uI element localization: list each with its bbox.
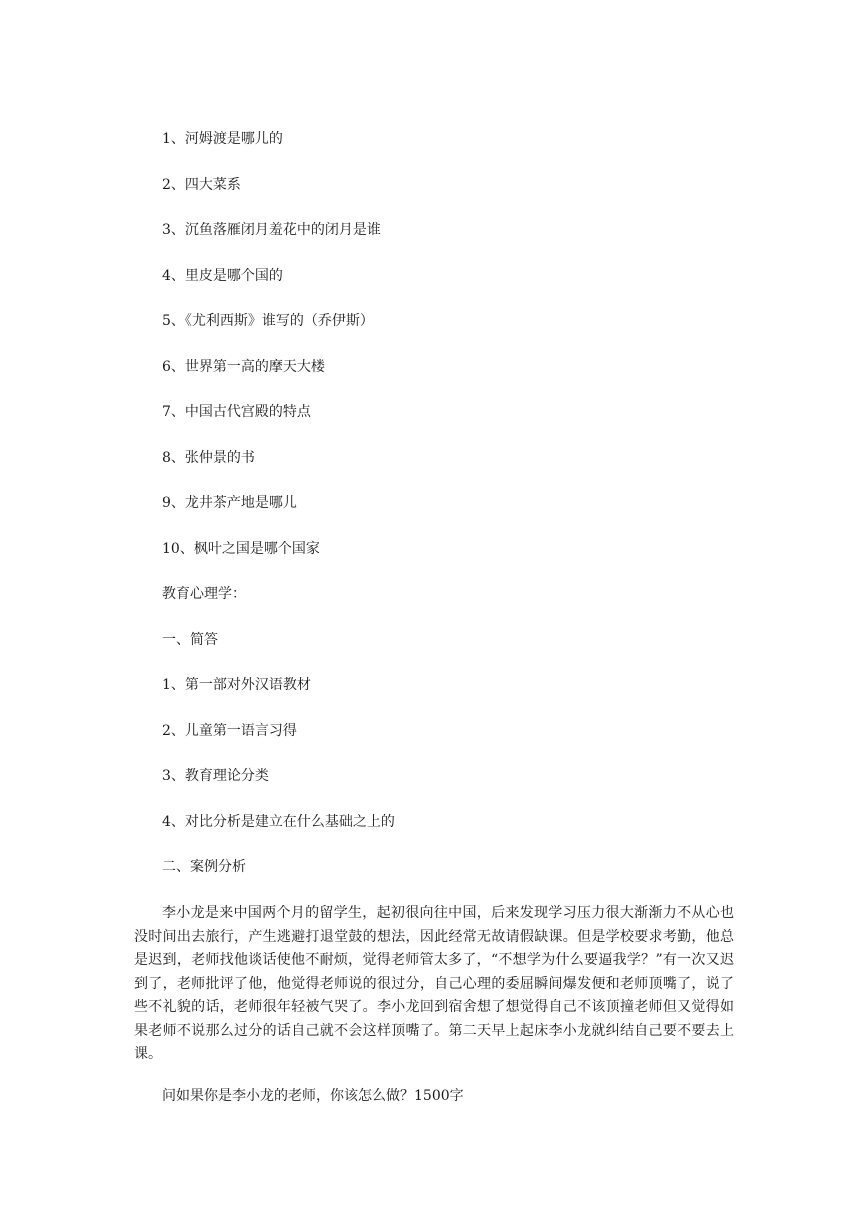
case-analysis-heading: 二、案例分析 (162, 859, 246, 875)
case-question: 问如果你是李小龙的老师，你该怎么做？1500字 (162, 1088, 464, 1104)
quiz-item-1: 1、河姆渡是哪儿的 (162, 131, 283, 147)
short-answer-heading: 一、简答 (162, 632, 218, 648)
quiz-item-7: 7、中国古代宫殿的特点 (162, 404, 311, 420)
quiz-item-6: 6、世界第一高的摩天大楼 (162, 359, 325, 375)
quiz-item-5: 5、《尤利西斯》谁写的（乔伊斯） (162, 313, 374, 329)
quiz-item-3: 3、沉鱼落雁闭月羞花中的闭月是谁 (162, 222, 381, 238)
quiz-item-2: 2、四大菜系 (162, 177, 241, 193)
case-paragraph: 李小龙是来中国两个月的留学生，起初很向往中国，后来发现学习压力很大渐渐力不从心也没时间出去旅行，产生逃避打退堂鼓的想法，因此经常无故请假缺课。但是学校要求考勤，他总是迟到，老师找他谈话使他不耐烦，觉得老师管太多了，“不想学为什么要逼我学？”有一次又迟到了，老师批评了他，他觉得老师说的很过分，自己心理的委屈瞬间爆发便和老师顶嘴了，说了些不礼貌的话，老师很年轻被气哭了。李小龙回到宿舍想了想觉得自己不该顶撞老师但又觉得如果老师不说那么过分的话自己就不会这样顶嘴了。第二天早上起床李小龙就纠结自己要不要去上课。 (134, 905, 734, 1062)
short-answer-item-2: 2、儿童第一语言习得 (162, 723, 297, 739)
short-answer-item-1: 1、第一部对外汉语教材 (162, 677, 311, 693)
quiz-item-8: 8、张仲景的书 (162, 450, 255, 466)
quiz-item-10: 10、枫叶之国是哪个国家 (162, 541, 320, 557)
short-answer-item-3: 3、教育理论分类 (162, 768, 269, 784)
short-answer-item-4: 4、对比分析是建立在什么基础之上的 (162, 814, 395, 830)
quiz-item-9: 9、龙井茶产地是哪儿 (162, 495, 297, 511)
section-title: 教育心理学： (162, 586, 246, 602)
quiz-item-4: 4、里皮是哪个国的 (162, 268, 283, 284)
